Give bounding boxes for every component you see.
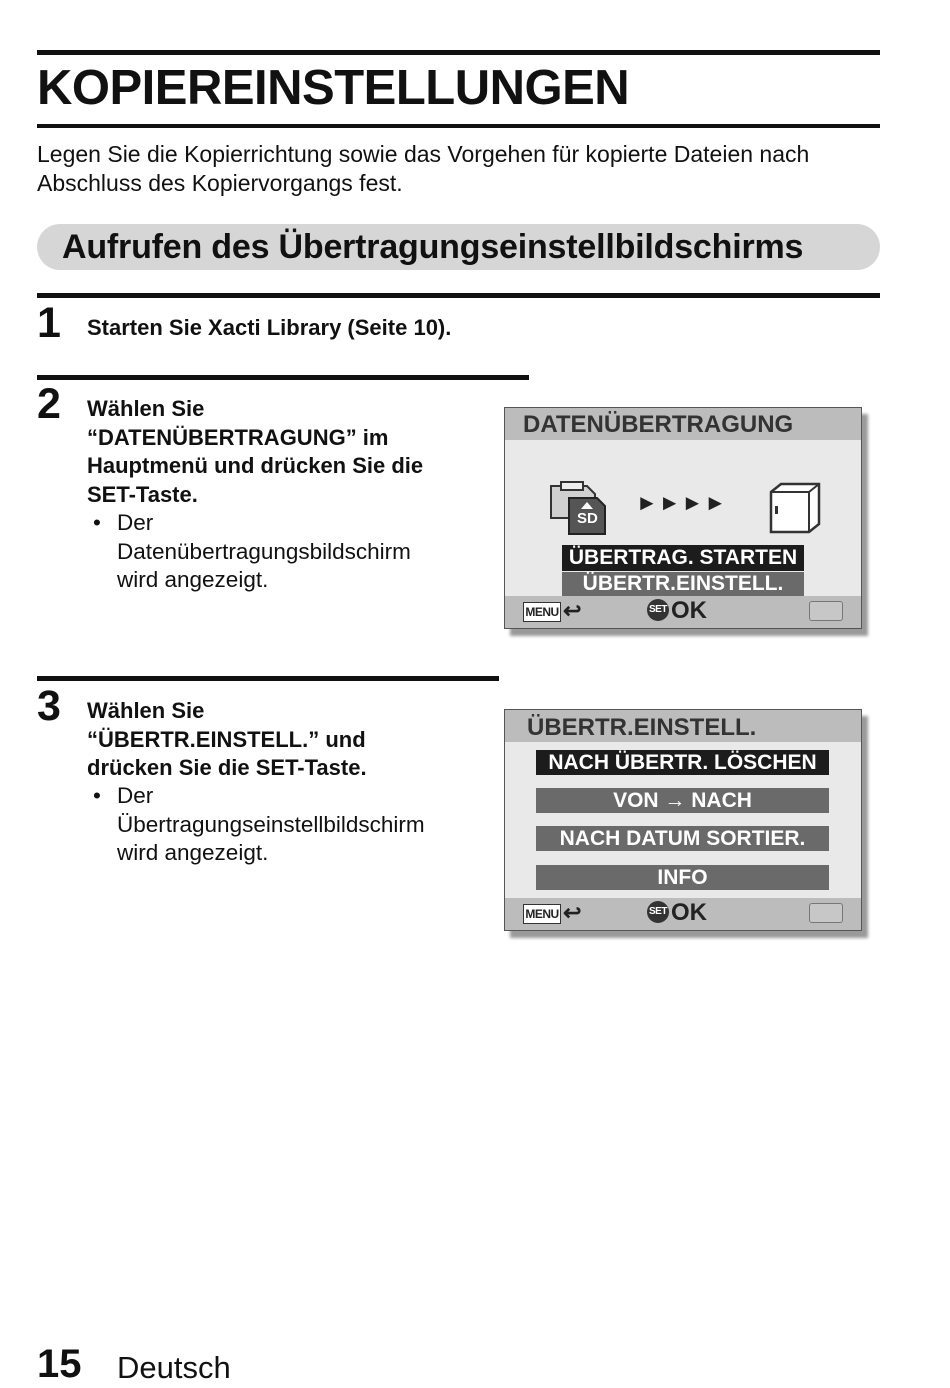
step-2-note [93,509,487,595]
return-icon: ↩ [563,900,582,925]
step-1-instruction [87,314,451,343]
step-3-instruction [87,697,497,783]
menu-item-start-transfer[interactable]: ÜBERTRAG. STARTEN [562,545,804,571]
ok-label: OK [671,597,707,624]
step-3-line: drücken Sie die SET-Taste. [87,755,367,780]
step-3-note-line: Der [117,783,154,808]
battery-icon [809,601,843,621]
transfer-arrows: ►►►► [636,490,728,515]
step-2-number: 2 [37,380,61,428]
menu-item-info[interactable]: INFO [536,865,829,890]
screen-footer [505,596,861,628]
menu-item-transfer-settings[interactable]: ÜBERTR.EINSTELL. [562,572,804,596]
step-3-line: Wählen Sie [87,698,205,723]
step-1-number: 1 [37,299,61,347]
step-1-line: Starten Sie Xacti Library (Seite 10). [87,315,452,340]
section-title: Aufrufen des Übertragungseinstellbildschirms [62,228,804,266]
menu-item-sort-by-date[interactable]: NACH DATUM SORTIER. [536,826,829,851]
external-drive-icon [767,480,823,536]
step-2-line: Hauptmenü und drücken Sie die [87,453,424,478]
bullet: • [93,783,101,808]
set-key-icon: SET [647,599,669,621]
battery-icon [809,903,843,923]
step-2-line: “DATENÜBERTRAGUNG” im [87,424,389,450]
intro-paragraph: Legen Sie die Kopierrichtung sowie das Vorgehen für kopierte Dateien nach Abschluss des Kopiervorgangs fest. [37,141,810,196]
page-language: Deutsch [117,1350,231,1385]
page-number: 15 [37,1342,82,1386]
screen-title-bar [505,408,861,440]
title-underline [37,124,880,128]
screen-title: DATENÜBERTRAGUNG [523,411,794,438]
step-3-number: 3 [37,682,61,730]
step-3-note [93,782,487,868]
step-3-rule [37,676,499,681]
step-2-note-line: Der [117,510,154,535]
screen-title: ÜBERTR.EINSTELL. [527,714,757,741]
step-2-note-line: Datenübertragungsbildschirm [117,538,411,564]
menu-item-from-to[interactable]: VON → NACH [536,788,829,813]
sd-card-label: SD [577,510,598,527]
top-rule [37,50,880,55]
menu-item-delete-after-transfer[interactable]: NACH ÜBERTR. LÖSCHEN [536,750,829,775]
step-3-note-line: wird angezeigt. [117,840,269,865]
step-2-line: SET-Taste. [87,481,198,507]
step-1-rule [37,293,880,298]
step-2-line: Wählen Sie [87,396,205,421]
ok-label: OK [671,899,707,926]
step-2-note-line: wird angezeigt. [117,567,269,592]
camera-sd-icon [547,480,609,536]
menu-key-icon: MENU [523,602,561,622]
step-2-rule [37,375,529,380]
menu-key-icon: MENU [523,904,561,924]
return-icon: ↩ [563,598,582,623]
step-3-note-line: Übertragungseinstellbildschirm [117,811,425,837]
screen-title-bar [505,710,861,742]
screen-footer [505,898,861,930]
set-key-icon: SET [647,901,669,923]
page-title: KOPIEREINSTELLUNGEN [37,61,630,115]
step-3-line: “ÜBERTR.EINSTELL.” und [87,726,366,752]
camera-screen-data-transfer [504,407,862,629]
bullet: • [93,510,101,535]
camera-screen-transfer-settings [504,709,862,931]
step-2-instruction [87,395,497,509]
